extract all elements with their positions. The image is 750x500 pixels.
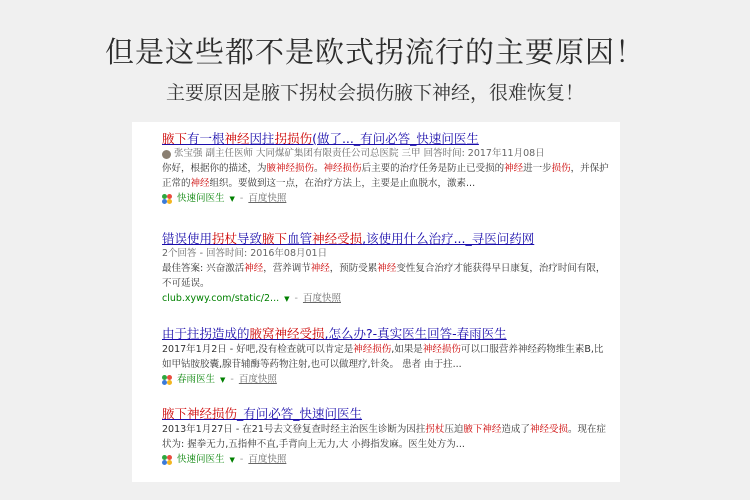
text-segment: 。 xyxy=(314,163,324,174)
text-segment: ，预防受累 xyxy=(329,263,378,274)
highlight-text: 腋窝神经受损 xyxy=(249,326,325,341)
text-segment: 后主要的治疗任务是防止已受损的 xyxy=(361,163,505,174)
text-segment: ，营养调节 xyxy=(263,263,311,274)
result-meta-text: 2个回答 - 回答时间: 2016年08月01日 xyxy=(162,248,328,259)
text-segment: 错误使用 xyxy=(162,231,213,246)
text-segment: 有一根 xyxy=(187,131,225,146)
result-source[interactable]: 快速问医生 xyxy=(177,454,225,465)
highlight-text: 神经损伤 xyxy=(323,163,362,174)
text-segment: _有问必答_快速问医生 xyxy=(237,406,363,421)
highlight-text: 腋下神经 xyxy=(463,424,502,435)
dropdown-arrow-icon[interactable]: ▼ xyxy=(229,195,235,203)
highlight-text: 腋下 xyxy=(162,131,188,146)
result-snippet xyxy=(162,261,612,291)
text-segment: 你好，根据你的描述，为 xyxy=(162,163,267,174)
result-footer xyxy=(162,291,612,307)
text-segment: ,该使用什么治疗..._寻医问药网 xyxy=(362,231,535,246)
subheadline: 主要原因是腋下拐杖会损伤腋下神经，很难恢复！ xyxy=(165,82,584,104)
highlight-text: 拐损伤 xyxy=(274,131,313,146)
text-segment: ,如果是 xyxy=(391,344,423,355)
highlight-text: 腋神经损伤 xyxy=(266,163,315,174)
separator: - xyxy=(294,293,298,304)
text-segment: ，并保护正常的 xyxy=(162,163,609,189)
highlight-text: 腋下 xyxy=(262,231,288,246)
result-footer xyxy=(162,372,612,388)
highlight-text: 神经 xyxy=(310,263,330,274)
result-title-link[interactable] xyxy=(162,325,612,342)
text-segment: (做了..._有问必答_快速问医生 xyxy=(312,131,479,146)
snapshot-link[interactable]: 百度快照 xyxy=(248,193,287,204)
search-result xyxy=(162,325,612,388)
text-segment: 压迫 xyxy=(444,424,464,435)
highlight-text: 损伤 xyxy=(551,163,571,174)
search-result xyxy=(162,230,612,307)
highlight-text: 神经 xyxy=(377,263,397,274)
highlight-text: 神经损伤 xyxy=(422,344,461,355)
doctor-avatar-icon xyxy=(162,150,171,159)
result-meta xyxy=(162,147,612,161)
text-segment: 变性复合治疗才能获得早日康复，治疗时间有限，不可延误。 xyxy=(162,263,606,289)
result-meta xyxy=(162,247,612,261)
result-title-link[interactable] xyxy=(162,230,612,247)
highlight-text: 神经 xyxy=(504,163,524,174)
search-result xyxy=(162,130,612,207)
result-title-link[interactable] xyxy=(162,405,612,422)
highlight-text: 神经 xyxy=(224,131,250,146)
highlight-text: 神经 xyxy=(190,178,210,189)
result-meta-text: 张宝强 副主任医师 大同煤矿集团有限责任公司总医院 三甲 回答时间: 2017年11月08日 xyxy=(174,148,545,159)
text-segment: 2017年1月2日 - 好吧,没有检查就可以肯定是 xyxy=(162,344,354,355)
highlight-text: 神经 xyxy=(244,263,264,274)
dropdown-arrow-icon[interactable]: ▼ xyxy=(284,295,290,303)
result-title-link[interactable] xyxy=(162,130,612,147)
text-segment: 血管 xyxy=(287,231,313,246)
dropdown-arrow-icon[interactable]: ▼ xyxy=(220,376,226,384)
text-segment: 造成了 xyxy=(501,424,530,435)
baidu-clover-icon xyxy=(162,375,172,385)
separator: - xyxy=(239,193,244,204)
highlight-text: 拐杖 xyxy=(212,231,238,246)
text-segment: 导致 xyxy=(237,231,263,246)
highlight-text: 神经受损 xyxy=(529,424,568,435)
result-source[interactable]: 快速问医生 xyxy=(177,193,225,204)
result-footer xyxy=(162,191,612,207)
search-result xyxy=(162,405,612,468)
result-source[interactable]: 春雨医生 xyxy=(177,374,216,385)
result-snippet xyxy=(162,422,612,452)
text-segment: 可以口服营养神经药物维生素B,比如甲钴胺胶囊,腺苷辅酶等药物注射,也可以做理疗,针灸。 患者 由于拄... xyxy=(162,344,604,370)
baidu-clover-icon xyxy=(162,455,172,465)
result-source[interactable]: club.xywy.com/static/2... xyxy=(162,293,280,304)
text-segment: 最佳答案: 兴奋激活 xyxy=(162,263,245,274)
result-snippet xyxy=(162,161,612,191)
highlight-text: 腋下神经损伤 xyxy=(162,406,238,421)
highlight-text: 神经损伤 xyxy=(353,344,392,355)
separator: - xyxy=(239,454,244,465)
snapshot-link[interactable]: 百度快照 xyxy=(248,454,287,465)
dropdown-arrow-icon[interactable]: ▼ xyxy=(229,456,235,464)
text-segment: 。现在症状为: 握拳无力,五指伸不直,手背向上无力,大 小拇指发麻。医生处方为... xyxy=(162,424,606,450)
result-footer xyxy=(162,452,612,468)
highlight-text: 拐杖 xyxy=(425,424,445,435)
text-segment: 进一步 xyxy=(523,163,552,174)
highlight-text: 神经受损 xyxy=(312,231,363,246)
baidu-clover-icon xyxy=(162,194,172,204)
text-segment: 由于拄拐造成的 xyxy=(162,326,250,341)
text-segment: 2013年1月27日 - 在21号去文登复查时经主治医生诊断为因拄 xyxy=(162,424,426,435)
separator: - xyxy=(230,374,234,385)
snapshot-link[interactable]: 百度快照 xyxy=(302,293,341,304)
snapshot-link[interactable]: 百度快照 xyxy=(238,374,277,385)
text-segment: ,怎么办?-真实医生回答-春雨医生 xyxy=(324,326,507,341)
text-segment: 组织。要做到这一点，在治疗方法上，主要是止血脱水，激素... xyxy=(209,178,476,189)
search-results-screenshot xyxy=(132,122,620,482)
text-segment: 因拄 xyxy=(249,131,275,146)
result-snippet xyxy=(162,342,612,372)
headline: 但是这些都不是欧式拐流行的主要原因！ xyxy=(104,35,645,69)
